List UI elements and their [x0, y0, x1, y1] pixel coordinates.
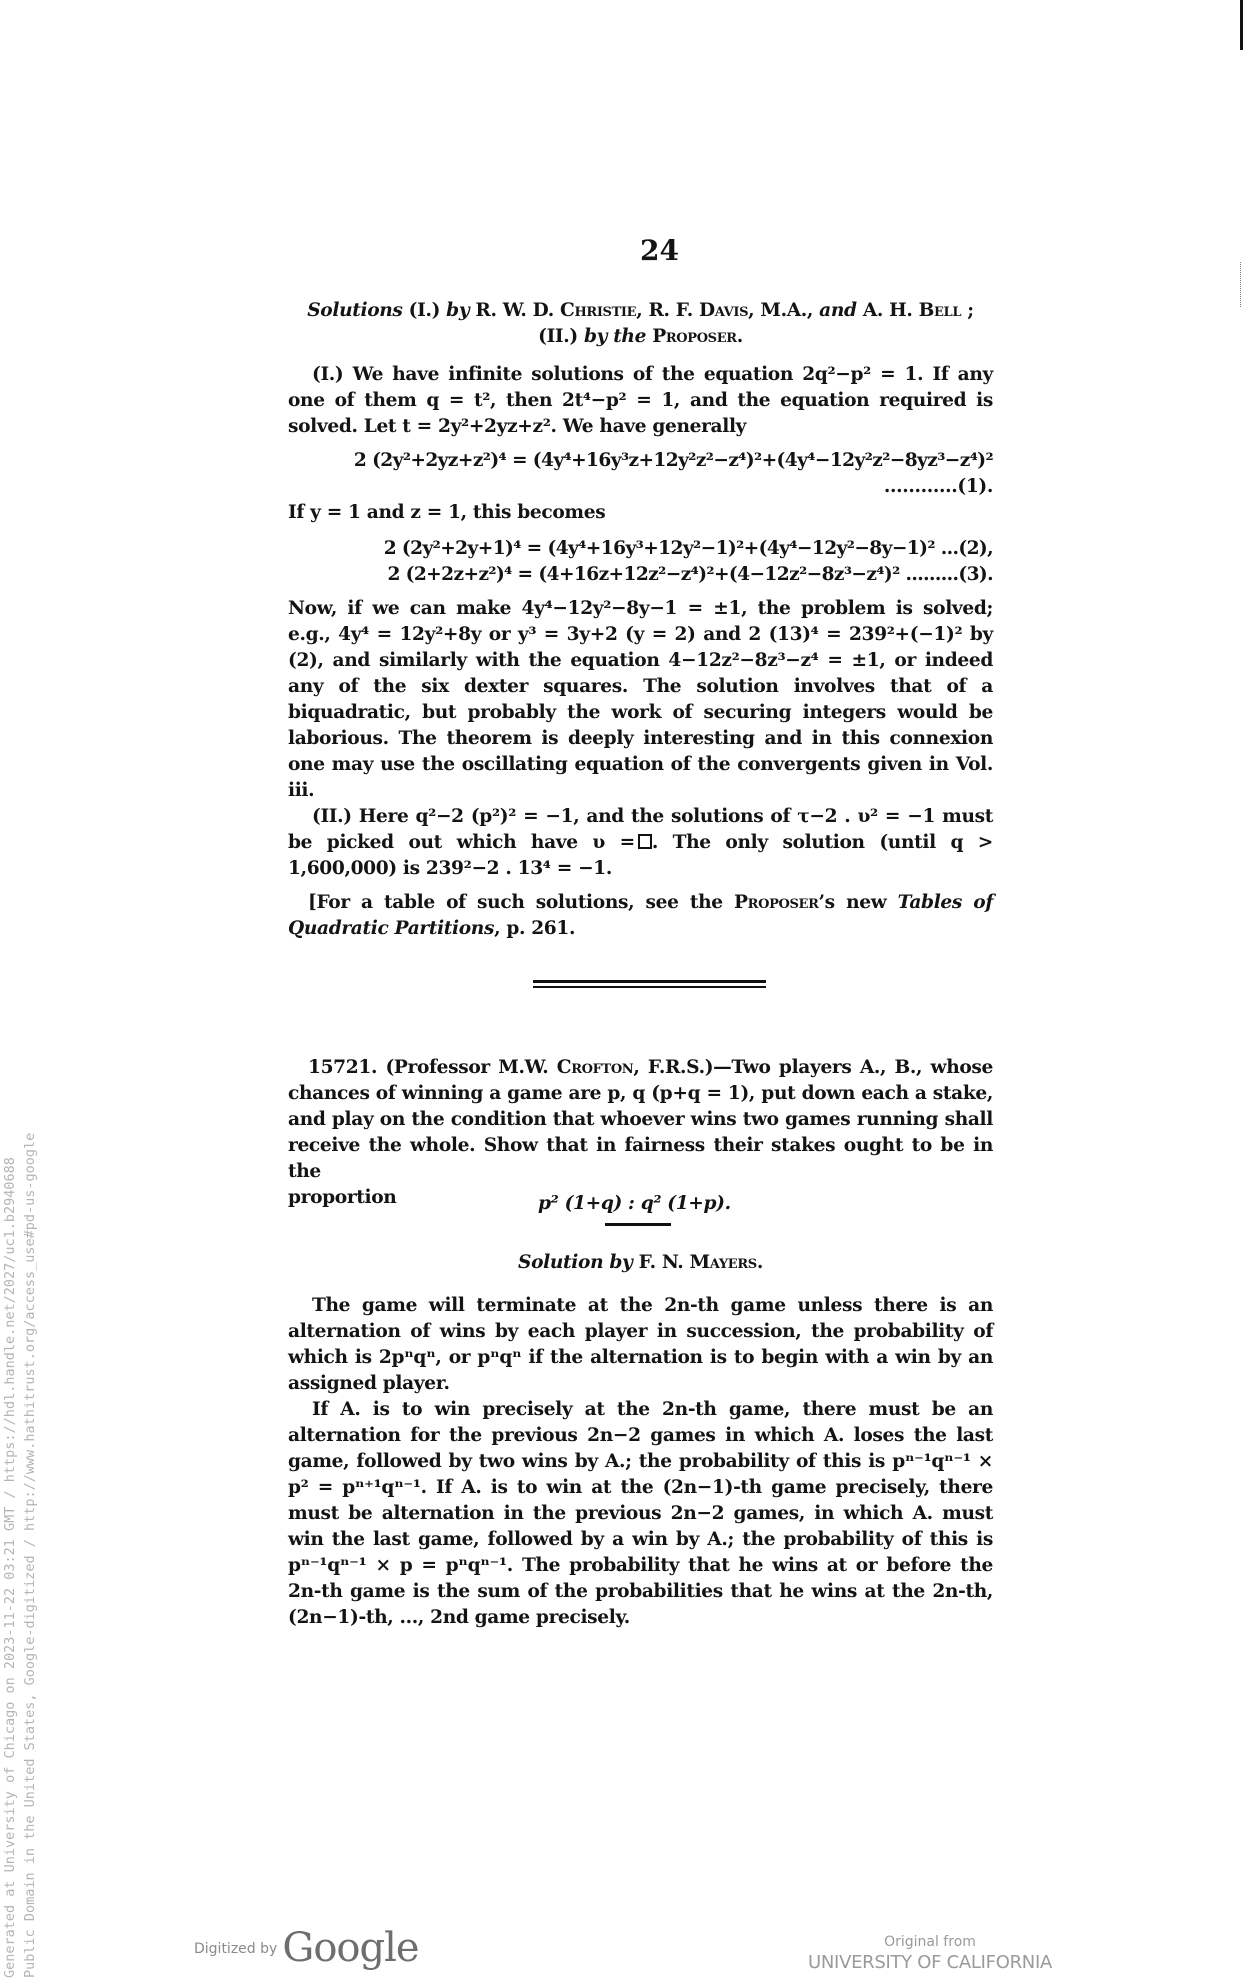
solutions-header [288, 298, 993, 350]
question-15721 [288, 1055, 994, 1214]
and-label: and [819, 300, 857, 321]
proportion-expression: p² (1+q) : q² (1+p). [538, 1193, 731, 1214]
solution-paragraph-2: If A. is to win precisely at the 2n-th game, there must be an alternation for the previous 2n−2 games in which A. loses the last game, followed by two wins by A.; the probability of this is pⁿ⁻¹qⁿ⁻¹ × p² = pⁿ⁺¹qⁿ⁻¹. If A. is to win at the (2n−1)-th game precisely, there must be alternation in the previous 2n−2 games, in which A. must win the last game, followed by a win by A.; the probability of this is pⁿ⁻¹qⁿ⁻¹ × p = pⁿqⁿ⁻¹. The probability that he wins at or before the 2n-th game is the sum of the probabilities that he wins at the 2n-th, (2n−1)-th, ..., 2nd game precisely. [288, 1399, 993, 1628]
question-number: 15721. [308, 1057, 378, 1078]
note-text-c: , p. 261. [494, 918, 576, 939]
question-body: —Two players A., B., whose chances of winning a game are p, q (p+q = 1), put down each a stake, and play on the condition that whoever wins two games running shall receive the whole. Show that in fairness their stakes ought to be in the [288, 1057, 994, 1182]
digitized-by-label: Digitized by [194, 1941, 278, 1957]
question-paragraph [288, 1055, 993, 1185]
page-edge-dots [1240, 262, 1242, 307]
note-text-a: [For a table of such solutions, see the [308, 892, 723, 913]
condition-line: If y = 1 and z = 1, this becomes [288, 502, 606, 523]
part-one-paragraph-1: (I.) We have infinite solutions of the equation 2q²−p² = 1. If any one of them q = t², then 2t⁴−p² = 1, and the equation required is solved. Let t = 2y²+2yz+z². We have generally [288, 364, 993, 437]
digitized-by-google [194, 1925, 419, 1971]
by-label: by [446, 300, 470, 321]
note-text-b: ’s new [818, 892, 887, 913]
section-divider [533, 980, 766, 988]
part-one [288, 362, 993, 804]
equation-1-tag: ............(1). [883, 476, 993, 497]
page-number: 24 [640, 234, 679, 267]
question-author-name: Crofton [556, 1057, 634, 1078]
note-book-title: Tables of Quadratic Partitions [288, 892, 993, 939]
question-author-open: (Professor M.W. [385, 1057, 549, 1078]
question-author-close: , F.R.S.) [633, 1057, 714, 1078]
hathitrust-stamp [0, 968, 44, 1978]
solution-body [288, 1293, 993, 1631]
by-the-label: by the [583, 326, 647, 347]
part-two-text-a: (II.) Here q²−2 (p²)² = −1, and the solutions of τ−2 . υ² = −1 must be picked out which have υ = [288, 806, 993, 853]
solutions-header-line2 [288, 324, 993, 350]
page-edge-mark [1240, 0, 1243, 50]
solution-by-label: Solution by [518, 1252, 633, 1273]
stamp-line-1: Generated at University of Chicago on 2023-11-22 03:21 GMT / https://hdl.handle.net/2027/uc1.b2940688 [2, 1157, 18, 1978]
proportion-label: proportion [288, 1187, 397, 1208]
stamp-line-2: Public Domain in the United States, Google-digitized / http://www.hathitrust.org/access_use#pd-us-google [22, 1132, 38, 1978]
solver-name: F. N. Mayers. [638, 1252, 763, 1273]
google-logo: Google [282, 1925, 419, 1971]
equation-1: 2 (2y²+2yz+z²)⁴ = (4y⁴+16y³z+12y²z²−z⁴)²+(4y⁴−12y²z²−8yz³−z⁴)² [353, 450, 993, 471]
part-one-marker: (I.) [408, 300, 441, 321]
part-two [288, 804, 993, 942]
short-divider [605, 1223, 671, 1226]
solutions-header-line1 [288, 298, 993, 324]
solution-header [288, 1250, 993, 1276]
note-proposer: Proposer [734, 892, 819, 913]
part-one-paragraph-2: Now, if we can make 4y⁴−12y²−8y−1 = ±1, the problem is solved; e.g., 4y⁴ = 12y²+8y or y³ = 3y+2 (y = 2) and 2 (13)⁴ = 239²+(−1)² by (2), and similarly with the equation 4−12z²−8z³−z⁴ = ±1, or indeed any of the six dexter squares. The solution involves that of a biquadratic, but probably the work of securing integers would be laborious. The theorem is deeply interesting and in this connexion one may use the oscillating equation of the convergents given in Vol. iii. [288, 598, 993, 801]
original-from [780, 1933, 1080, 1975]
equation-2: 2 (2y²+2y+1)⁴ = (4y⁴+16y³+12y²−1)²+(4y⁴−12y²−8y−1)² ...(2), [383, 538, 993, 559]
solver-last: A. H. Bell [862, 300, 962, 321]
solutions-label: Solutions [307, 300, 403, 321]
institution-name: UNIVERSITY OF CALIFORNIA [808, 1952, 1052, 1973]
square-symbol-icon [638, 834, 652, 849]
solution-paragraph-1: The game will terminate at the 2n-th game unless there is an alternation of wins by each player in succession, the probability of which is 2pⁿqⁿ, or pⁿqⁿ if the alternation is to begin with a win by an assigned player. [288, 1295, 993, 1394]
semicolon: ; [967, 300, 974, 321]
proposer-name: Proposer. [652, 326, 743, 347]
solver-names: R. W. D. Christie, R. F. Davis, M.A., [475, 300, 814, 321]
part-two-marker: (II.) [538, 326, 578, 347]
original-from-label: Original from [884, 1934, 976, 1950]
proportion-line [288, 1185, 993, 1214]
part-two-text-b: . The only solution (until q > 1,600,000) is 239²−2 . 13⁴ = −1. [288, 832, 993, 879]
equation-3: 2 (2+2z+z²)⁴ = (4+16z+12z²−z⁴)²+(4−12z²−8z³−z⁴)² .........(3). [387, 564, 993, 585]
table-reference-note [288, 890, 993, 942]
part-two-paragraph [288, 804, 993, 882]
